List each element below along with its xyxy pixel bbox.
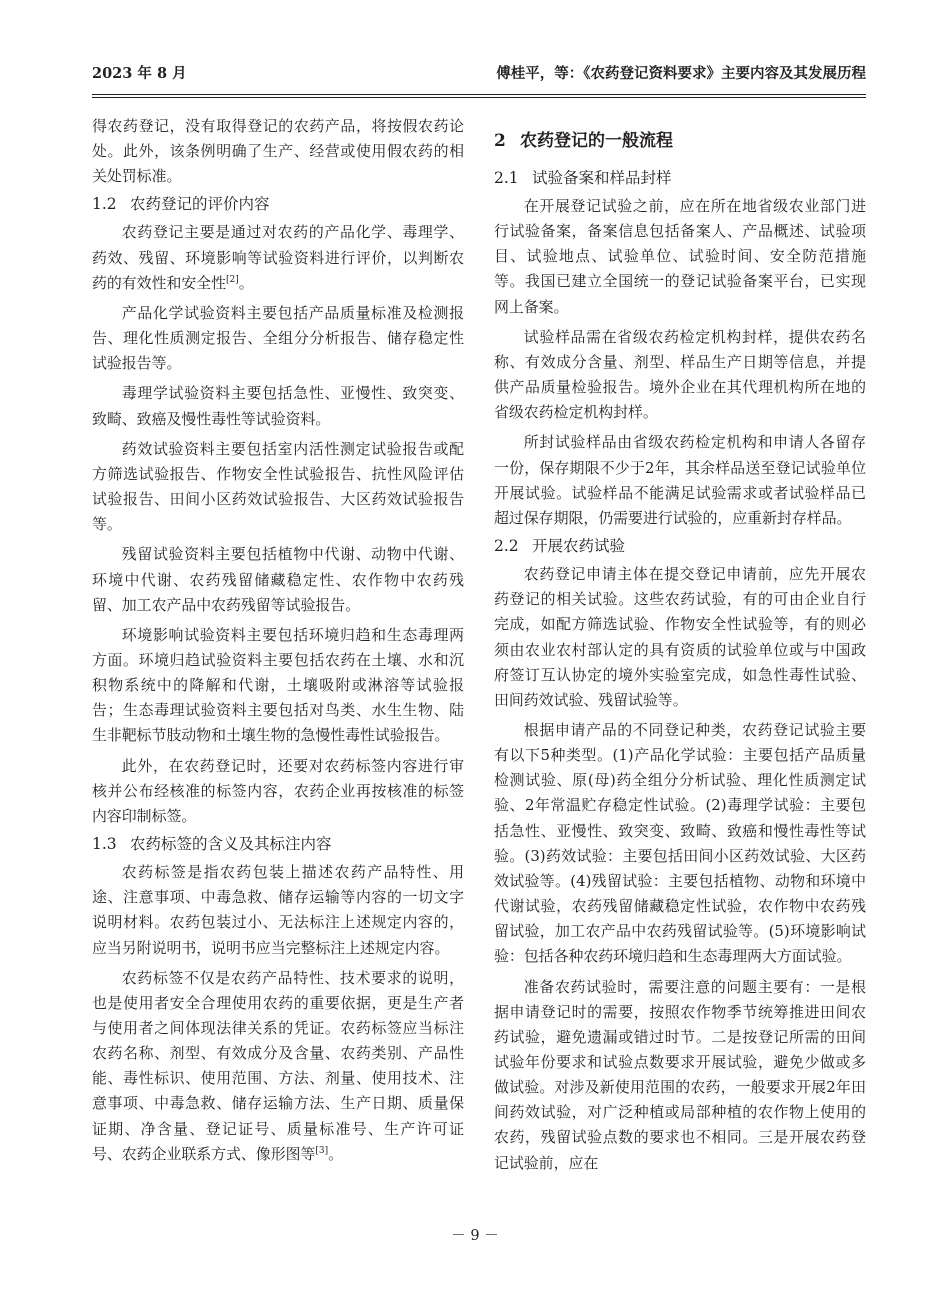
paragraph: 残留试验资料主要包括植物中代谢、动物中代谢、环境中代谢、农药残留储藏稳定性、农作物中农药残留、加工农产品中农药残留等试验报告。 xyxy=(92,545,464,614)
section-number: 1.3 xyxy=(92,835,117,854)
paragraph: 农药登记申请主体在提交登记申请前，应先开展农药登记的相关试验。这些农药试验，有的可由企业自行完成，如配方筛选试验、作物安全性试验等，有的则必须由农业农村部认定的具有资质的试验单位或与中国政府签订互认协定的境外实验室完成，如急性毒性试验、田间药效试验、残留试验等。 xyxy=(494,565,866,709)
paragraph xyxy=(92,220,464,295)
page-number: － 9 － xyxy=(451,1228,499,1244)
paragraph: 所封试验样品由省级农药检定机构和申请人各留存一份，保存期限不少于2年，其余样品送至登记试验单位开展试验。试验样品不能满足试验需求或者试验样品已超过保存期限，仍需要进行试验的，应重新封存样品。 xyxy=(494,433,866,527)
paragraph: 产品化学试验资料主要包括产品质量标准及检测报告、理化性质测定报告、全组分分析报告、储存稳定性试验报告等。 xyxy=(92,303,464,373)
left-column xyxy=(92,114,464,1167)
paragraph-text: 。 xyxy=(328,1144,344,1163)
section-title: 开展农药试验 xyxy=(532,537,626,556)
section-number: 1.2 xyxy=(92,195,117,214)
paragraph: 药效试验资料主要包括室内活性测定试验报告或配方筛选试验报告、作物安全性试验报告、抗性风险评估试验报告、田间小区药效试验报告、大区药效试验报告等。 xyxy=(92,439,464,534)
paragraph-text: 。 xyxy=(238,273,254,292)
header-article-title: 傅桂平，等：《农药登记资料要求》主要内容及其发展历程 xyxy=(496,65,866,82)
right-column xyxy=(494,114,866,1176)
section-number: 2.2 xyxy=(494,537,519,556)
paragraph: 根据申请产品的不同登记种类，农药登记试验主要有以下5种类型。(1)产品化学试验：主要包括产品质量检测试验、原(母)药全组分分析试验、理化性质测定试验、2年常温贮存稳定性试验。(2)毒理学试验：主要包括急性、亚慢性、致突变、致畸、致癌和慢性毒性等试验。(3)药效试验：主要包括田间小区药效试验、大区药效试验等。(4)残留试验：主要包括植物、动物和环境中代谢试验，农药残留储藏稳定性试验，农作物中农药残留试验，加工农产品中农药残留试验等。(5)环境影响试验：包括各种农药环境归趋和生态毒理两大方面试验。 xyxy=(494,720,866,966)
section-heading-1-2 xyxy=(92,192,464,217)
paragraph: 准备农药试验时，需要注意的问题主要有：一是根据申请登记时的需要，按照农作物季节统筹推进田间农药试验，避免遗漏或错过时节。二是按登记所需的田间试验年份要求和试验点数要求开展试验，避免少做或多做试验。对涉及新使用范围的农药，一般要求开展2年田间药效试验，对广泛种植或局部种植的农作物上使用的农药，残留试验点数的要求也不相同。三是开展农药登记试验前，应在 xyxy=(494,977,866,1172)
paragraph: 试验样品需在省级农药检定机构封样，提供农药名称、有效成分含量、剂型、样品生产日期等信息，并提供产品质量检验报告。境外企业在其代理机构所在地的省级农药检定机构封样。 xyxy=(494,327,866,422)
citation-ref: [3] xyxy=(315,1145,329,1156)
citation-ref: [2] xyxy=(226,274,239,285)
paragraph: 在开展登记试验之前，应在所在地省级农业部门进行试验备案，备案信息包括备案人、产品概述、试验项目、试验地点、试验单位、试验时间、安全防范措施等。我国已建立全国统一的登记试验备案平台，已实现网上备案。 xyxy=(494,197,866,316)
section-title: 农药登记的一般流程 xyxy=(520,131,673,151)
header-rule-bottom xyxy=(92,97,866,98)
section-title: 农药登记的评价内容 xyxy=(130,195,270,214)
header-date: 2023 年 8 月 xyxy=(92,65,187,82)
section-title: 农药标签的含义及其标注内容 xyxy=(130,835,332,854)
running-header xyxy=(92,62,866,88)
paragraph: 农药标签是指农药包装上描述农药产品特性、用途、注意事项、中毒急救、储存运输等内容的一切文字说明材料。农药包装过小、无法标注上述规定内容的，应当另附说明书，说明书应当完整标注上述规定内容。 xyxy=(92,863,464,957)
paragraph-text: 农药标签不仅是农药产品特性、技术要求的说明，也是使用者安全合理使用农药的重要依据，更是生产者与使用者之间体现法律关系的凭证。农药标签应当标注农药名称、剂型、有效成分及含量、农药类别、产品性能、毒性标识、使用范围、方法、剂量、使用技术、注意事项、中毒急救、储存运输方法、生产日期、质量保证期、净含量、登记证号、质量标准号、生产许可证号、农药企业联系方式、像形图等 xyxy=(92,968,464,1163)
paragraph-text: 农药登记主要是通过对农药的产品化学、毒理学、药效、残留、环境影响等试验资料进行评价，以判断农药的有效性和安全性 xyxy=(92,223,464,292)
section-heading-1-3 xyxy=(92,832,464,857)
section-heading-2-2 xyxy=(494,534,866,559)
paragraph: 环境影响试验资料主要包括环境归趋和生态毒理两方面。环境归趋试验资料主要包括农药在土壤、水和沉积物系统中的降解和代谢，土壤吸附或淋溶等试验报告；生态毒理试验资料主要包括对鸟类、水生生物、陆生非靶标节肢动物和土壤生物的急慢性毒性试验报告。 xyxy=(92,625,464,745)
paragraph: 得农药登记，没有取得登记的农药产品，将按假农药论处。此外，该条例明确了生产、经营或使用假农药的相关处罚标准。 xyxy=(92,117,464,186)
section-title: 试验备案和样品封样 xyxy=(532,169,672,187)
section-heading-2 xyxy=(494,128,866,154)
section-number: 2 xyxy=(494,131,506,151)
section-heading-2-1 xyxy=(494,166,866,191)
paragraph xyxy=(92,966,464,1167)
section-number: 2.1 xyxy=(494,169,519,187)
header-rule-top xyxy=(92,94,866,95)
paragraph: 毒理学试验资料主要包括急性、亚慢性、致突变、致畸、致癌及慢性毒性等试验资料。 xyxy=(92,384,464,428)
paragraph: 此外，在农药登记时，还要对农药标签内容进行审核并公布经核准的标签内容，农药企业再按核准的标签内容印制标签。 xyxy=(92,756,464,825)
